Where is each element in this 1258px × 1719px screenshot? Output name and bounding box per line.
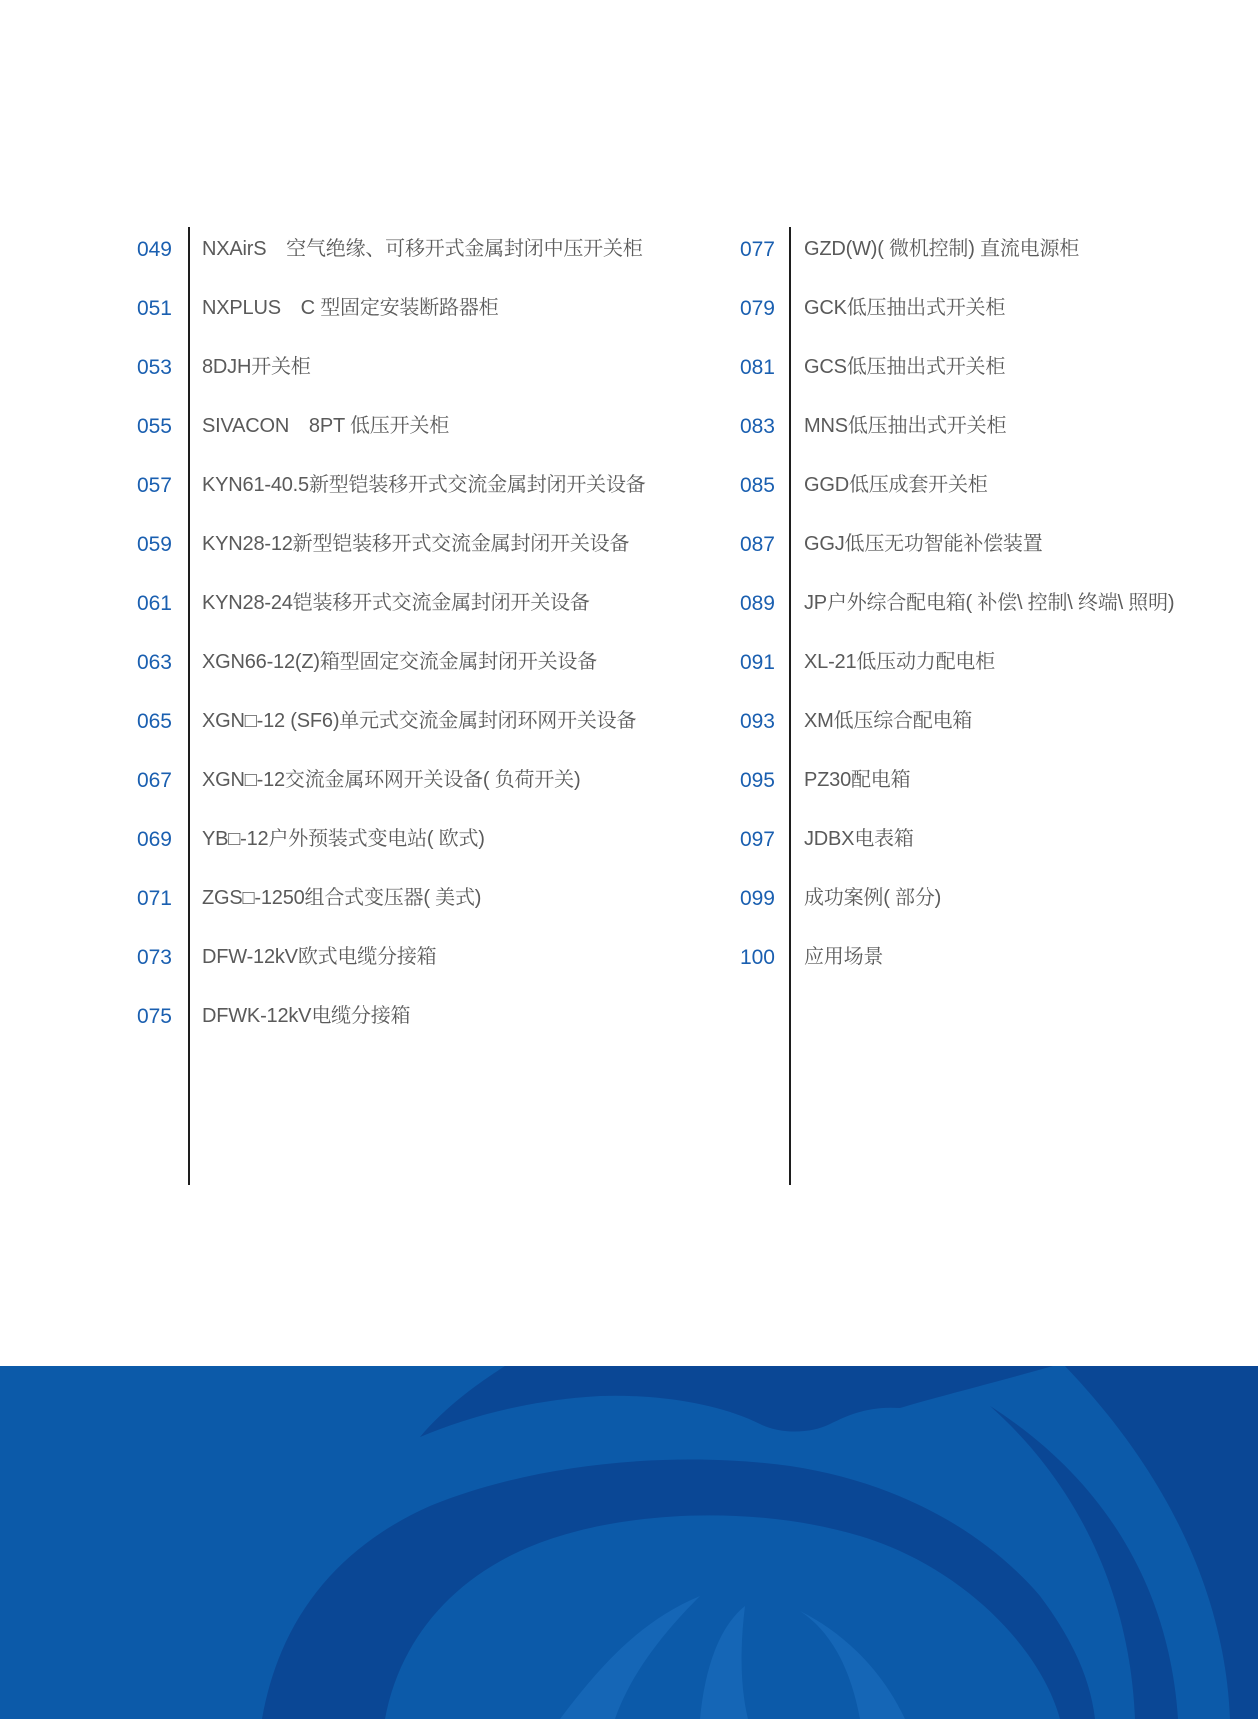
page-number: 093 bbox=[739, 710, 775, 733]
page-number: 059 bbox=[136, 533, 172, 556]
entry-title: SIVACON 8PT 低压开关柜 bbox=[202, 415, 450, 437]
entry-title: NXPLUS C 型固定安装断路器柜 bbox=[202, 297, 499, 319]
toc-entry bbox=[723, 279, 1258, 338]
entry-title: XGN□-12 (SF6)单元式交流金属封闭环网开关设备 bbox=[202, 710, 637, 732]
toc-entry bbox=[120, 574, 740, 633]
entry-title: KYN28-24铠装移开式交流金属封闭开关设备 bbox=[202, 592, 590, 614]
toc-entry bbox=[120, 338, 740, 397]
toc-entry bbox=[120, 279, 740, 338]
toc-entry bbox=[120, 869, 740, 928]
ray-shape bbox=[700, 1606, 748, 1719]
toc-entry bbox=[723, 456, 1258, 515]
page-number: 069 bbox=[136, 828, 172, 851]
page-number: 100 bbox=[739, 946, 775, 969]
page-number: 097 bbox=[739, 828, 775, 851]
entry-title: XGN66-12(Z)箱型固定交流金属封闭开关设备 bbox=[202, 651, 598, 673]
page-number: 099 bbox=[739, 887, 775, 910]
toc-entry bbox=[723, 810, 1258, 869]
entry-title: MNS低压抽出式开关柜 bbox=[804, 415, 1007, 437]
entry-title: GGJ低压无功智能补偿装置 bbox=[804, 533, 1043, 555]
entry-title: KYN61-40.5新型铠装移开式交流金属封闭开关设备 bbox=[202, 474, 646, 496]
page-number: 057 bbox=[136, 474, 172, 497]
toc-entry bbox=[120, 692, 740, 751]
toc-entry bbox=[120, 456, 740, 515]
page-number: 095 bbox=[739, 769, 775, 792]
entry-title: 8DJH开关柜 bbox=[202, 356, 311, 378]
ray-shape bbox=[800, 1611, 905, 1719]
entry-title: XL-21低压动力配电柜 bbox=[804, 651, 995, 673]
page-number: 077 bbox=[739, 238, 775, 261]
entry-title: KYN28-12新型铠装移开式交流金属封闭开关设备 bbox=[202, 533, 630, 555]
entry-title: 成功案例( 部分) bbox=[804, 887, 942, 909]
toc-entry bbox=[120, 928, 740, 987]
page-number: 087 bbox=[739, 533, 775, 556]
dome-shape bbox=[262, 1459, 1095, 1719]
entry-title: XM低压综合配电箱 bbox=[804, 710, 973, 732]
ray-shape bbox=[560, 1596, 700, 1719]
entry-title: PZ30配电箱 bbox=[804, 769, 911, 791]
toc-entry bbox=[723, 928, 1258, 987]
page-number: 063 bbox=[136, 651, 172, 674]
toc-entry bbox=[723, 397, 1258, 456]
entry-title: DFWK-12kV电缆分接箱 bbox=[202, 1005, 411, 1027]
entry-title: JP户外综合配电箱( 补偿\ 控制\ 终端\ 照明) bbox=[804, 592, 1175, 614]
toc-entry bbox=[120, 633, 740, 692]
footer-band bbox=[0, 1366, 1258, 1719]
entry-title: GZD(W)( 微机控制) 直流电源柜 bbox=[804, 238, 1080, 260]
toc-entry bbox=[723, 574, 1258, 633]
page-number: 085 bbox=[739, 474, 775, 497]
page-number: 049 bbox=[136, 238, 172, 261]
page-number: 053 bbox=[136, 356, 172, 379]
page-number: 055 bbox=[136, 415, 172, 438]
toc-entry bbox=[723, 869, 1258, 928]
page-number: 067 bbox=[136, 769, 172, 792]
entry-title: XGN□-12交流金属环网开关设备( 负荷开关) bbox=[202, 769, 581, 791]
page-number: 073 bbox=[136, 946, 172, 969]
toc-entry bbox=[723, 338, 1258, 397]
toc-entry bbox=[723, 751, 1258, 810]
entry-title: GCS低压抽出式开关柜 bbox=[804, 356, 1006, 378]
toc-entry bbox=[723, 220, 1258, 279]
toc-entry bbox=[120, 987, 740, 1046]
entry-title: 应用场景 bbox=[804, 946, 884, 968]
entry-title: NXAirS 空气绝缘、可移开式金属封闭中压开关柜 bbox=[202, 238, 643, 260]
footer-swoosh-graphic bbox=[0, 1366, 1258, 1719]
page-number: 075 bbox=[136, 1005, 172, 1028]
toc-left-column bbox=[120, 220, 740, 1046]
top-swoosh-shape bbox=[420, 1366, 1053, 1437]
entry-title: GCK低压抽出式开关柜 bbox=[804, 297, 1006, 319]
toc-entry bbox=[120, 220, 740, 279]
page-number: 051 bbox=[136, 297, 172, 320]
toc-entry bbox=[120, 810, 740, 869]
page-number: 065 bbox=[136, 710, 172, 733]
entry-title: JDBX电表箱 bbox=[804, 828, 914, 850]
toc-entry bbox=[120, 515, 740, 574]
page-number: 083 bbox=[739, 415, 775, 438]
page-number: 081 bbox=[739, 356, 775, 379]
entry-title: DFW-12kV欧式电缆分接箱 bbox=[202, 946, 437, 968]
toc-entry bbox=[723, 692, 1258, 751]
page-number: 061 bbox=[136, 592, 172, 615]
page-number: 089 bbox=[739, 592, 775, 615]
entry-title: GGD低压成套开关柜 bbox=[804, 474, 988, 496]
entry-title: YB□-12户外预装式变电站( 欧式) bbox=[202, 828, 485, 850]
entry-title: ZGS□-1250组合式变压器( 美式) bbox=[202, 887, 482, 909]
page-number: 071 bbox=[136, 887, 172, 910]
toc-entry bbox=[723, 633, 1258, 692]
toc-entry bbox=[723, 515, 1258, 574]
toc-entry bbox=[120, 751, 740, 810]
page-number: 091 bbox=[739, 651, 775, 674]
page-number: 079 bbox=[739, 297, 775, 320]
toc-entry bbox=[120, 397, 740, 456]
toc-right-column bbox=[723, 220, 1258, 987]
